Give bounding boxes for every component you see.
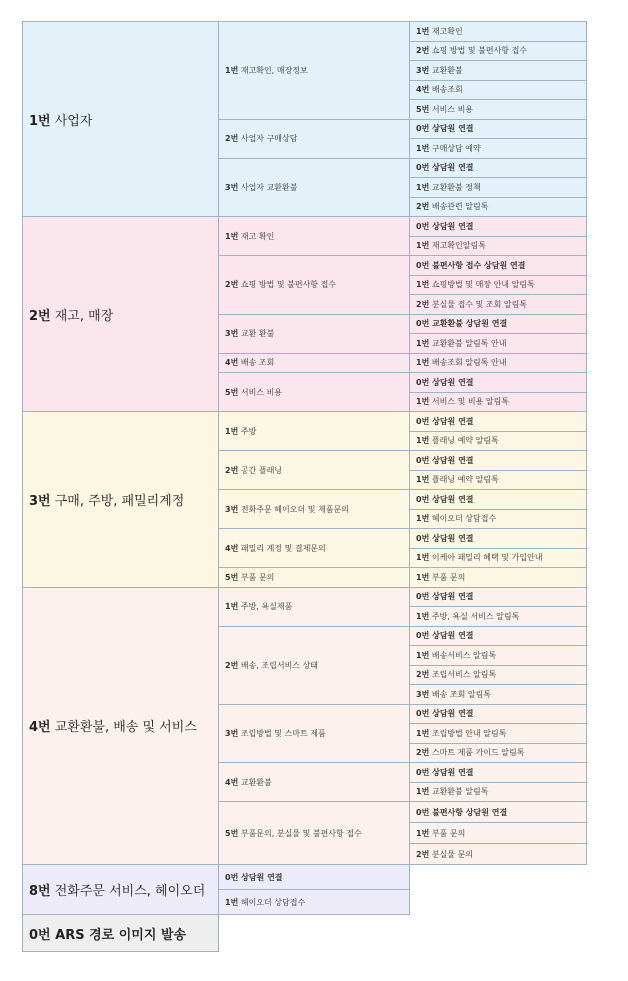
level1-number: 3번 bbox=[29, 493, 51, 509]
level3-number: 1번 bbox=[416, 475, 430, 485]
level3-number: 1번 bbox=[416, 514, 430, 524]
level3-number: 1번 bbox=[416, 553, 430, 563]
ars-level1-item bbox=[23, 22, 219, 217]
level3-number: 1번 bbox=[416, 182, 430, 192]
level3-label: 부품 문의 bbox=[431, 828, 466, 838]
level3-number: 0번 bbox=[416, 592, 430, 602]
level1-label: ARS 경로 이미지 발송 bbox=[55, 927, 187, 943]
level3-number: 1번 bbox=[416, 728, 430, 738]
ars-level2-item bbox=[219, 568, 410, 588]
level2-number: 2번 bbox=[225, 134, 239, 143]
level3-label: 배송 조회 알림톡 bbox=[431, 689, 492, 699]
ars-level3-item bbox=[410, 119, 587, 139]
level3-label: 배송조회 알림톡 안내 bbox=[431, 358, 507, 368]
level3-label: 재고확인알림톡 bbox=[431, 241, 486, 251]
level1-label: 전화주문 서비스, 헤이오더 bbox=[54, 884, 206, 899]
level3-label: 상담원 연결 bbox=[432, 592, 474, 602]
ars-level2-item bbox=[219, 763, 410, 802]
level2-number: 3번 bbox=[225, 504, 239, 514]
ars-level3-item bbox=[410, 295, 587, 315]
level2-label: 공간 플래닝 bbox=[240, 465, 283, 475]
level2-number: 2번 bbox=[225, 465, 239, 475]
level3-label: 주방, 욕실 서비스 알림톡 bbox=[431, 611, 520, 621]
level2-label: 부품문의, 분실물 및 불편사항 접수 bbox=[240, 828, 362, 838]
ars-level3-item bbox=[410, 763, 587, 783]
ars-level3-item bbox=[410, 802, 587, 823]
ars-level2-item bbox=[219, 22, 410, 120]
ars-level3-item bbox=[410, 568, 587, 588]
ars-level3-item bbox=[410, 646, 587, 666]
level3-number: 0번 bbox=[416, 631, 430, 641]
ars-level3-item bbox=[410, 509, 587, 529]
level3-number: 1번 bbox=[416, 828, 430, 838]
menu-row bbox=[23, 865, 587, 890]
level3-label: 분실물 접수 및 조회 알림톡 bbox=[431, 299, 528, 309]
level2-number: 4번 bbox=[225, 358, 239, 368]
level2-number: 3번 bbox=[225, 182, 239, 192]
level1-label: 재고, 매장 bbox=[54, 308, 114, 324]
level3-number: 1번 bbox=[416, 338, 430, 348]
level2-label: 패밀리 계정 및 결제문의 bbox=[240, 543, 326, 553]
level3-number: 0번 bbox=[416, 767, 430, 777]
ars-level3-item bbox=[410, 587, 587, 607]
ars-level3-item bbox=[410, 197, 587, 217]
level2-label: 배송 조회 bbox=[240, 358, 275, 368]
level3-label: 상담원 연결 bbox=[432, 221, 474, 231]
level3-number: 2번 bbox=[416, 299, 430, 309]
ars-level2-item bbox=[219, 704, 410, 763]
ars-level2-item bbox=[219, 529, 410, 568]
level1-number: 4번 bbox=[29, 720, 51, 736]
level2-number: 4번 bbox=[225, 543, 239, 553]
ars-level3-item bbox=[410, 607, 587, 627]
ars-level2-item bbox=[219, 412, 410, 451]
ars-level3-item bbox=[410, 529, 587, 549]
ars-level3-item bbox=[410, 256, 587, 276]
level3-label: 배송서비스 알림톡 bbox=[431, 650, 497, 660]
ars-level3-item bbox=[410, 665, 587, 685]
level3-label: 상담원 연결 bbox=[432, 163, 474, 173]
menu-row bbox=[23, 217, 587, 237]
level2-label: 주방, 욕실제품 bbox=[240, 602, 293, 611]
level3-label: 서비스 및 비용 알림톡 bbox=[431, 397, 510, 407]
level3-number: 0번 bbox=[416, 260, 430, 270]
ars-level3-item bbox=[410, 392, 587, 412]
level3-number: 1번 bbox=[416, 26, 430, 36]
level3-label: 조립방법 안내 알림톡 bbox=[431, 728, 507, 738]
ars-level2-item bbox=[219, 217, 410, 256]
level3-label: 헤이오더 상담접수 bbox=[431, 514, 497, 524]
level3-number: 0번 bbox=[416, 807, 430, 817]
level3-number: 0번 bbox=[416, 416, 430, 426]
ars-menu-table bbox=[22, 21, 587, 952]
ars-level3-item bbox=[410, 548, 587, 568]
level2-number: 1번 bbox=[225, 602, 239, 611]
ars-level1-item bbox=[23, 587, 219, 865]
ars-level3-item bbox=[410, 334, 587, 354]
level1-label: 구매, 주방, 패밀리계정 bbox=[54, 493, 185, 509]
ars-level2-item bbox=[219, 353, 410, 373]
level3-label: 분실물 문의 bbox=[431, 849, 474, 859]
level3-label: 교환환불 정책 bbox=[431, 182, 481, 192]
level3-label: 이케아 패밀리 혜택 및 가입안내 bbox=[431, 553, 543, 563]
level3-number: 2번 bbox=[416, 849, 430, 859]
level3-number: 0번 bbox=[416, 163, 430, 173]
level2-label: 교환 환불 bbox=[240, 329, 275, 338]
level3-label: 플래닝 예약 알림톡 bbox=[431, 475, 499, 485]
ars-level1-item bbox=[23, 915, 219, 952]
menu-row bbox=[23, 587, 587, 607]
level3-label: 불편사항 상담원 연결 bbox=[432, 807, 508, 817]
level3-number: 0번 bbox=[416, 455, 430, 465]
level3-number: 1번 bbox=[416, 358, 430, 368]
level3-label: 상담원 연결 bbox=[432, 767, 474, 777]
ars-level3-item bbox=[410, 41, 587, 61]
level3-label: 상담원 연결 bbox=[432, 416, 474, 426]
level3-label: 교환환불 bbox=[431, 65, 463, 75]
level3-label: 쇼핑방법 및 매장 안내 알림톡 bbox=[431, 280, 535, 290]
ars-level3-item bbox=[410, 353, 587, 373]
level3-number: 1번 bbox=[416, 650, 430, 660]
level2-number: 2번 bbox=[225, 280, 239, 290]
ars-level2-item bbox=[219, 373, 410, 412]
level3-number: 1번 bbox=[416, 143, 430, 153]
level3-label: 상담원 연결 bbox=[432, 377, 474, 387]
level3-label: 상담원 연결 bbox=[432, 455, 474, 465]
level3-label: 재고확인 bbox=[431, 26, 463, 36]
ars-level2-item bbox=[219, 256, 410, 315]
level3-number: 0번 bbox=[416, 533, 430, 543]
level3-label: 상담원 연결 bbox=[432, 494, 474, 504]
ars-level1-item bbox=[23, 865, 219, 915]
level3-number: 1번 bbox=[416, 611, 430, 621]
ars-level3-item bbox=[410, 22, 587, 42]
level3-label: 상담원 연결 bbox=[432, 709, 474, 719]
ars-level3-item bbox=[410, 704, 587, 724]
ars-level3-item bbox=[410, 844, 587, 865]
level3-number: 0번 bbox=[416, 221, 430, 231]
ars-level3-item bbox=[410, 373, 587, 393]
level1-number: 2번 bbox=[29, 308, 51, 324]
ars-level3-item bbox=[410, 743, 587, 763]
level3-number: 1번 bbox=[416, 572, 430, 582]
menu-row bbox=[23, 22, 587, 42]
level3-number: 0번 bbox=[416, 124, 430, 134]
level3-label: 구매상담 예약 bbox=[431, 143, 481, 153]
level3-number: 0번 bbox=[416, 709, 430, 719]
level3-label: 배송조회 bbox=[431, 85, 463, 95]
level3-number: 2번 bbox=[416, 202, 430, 212]
level2-label: 배송, 조립서비스 상태 bbox=[240, 660, 319, 670]
level2-label: 사업자 구매상담 bbox=[240, 134, 298, 143]
ars-level2-item bbox=[219, 890, 410, 915]
ars-level2-item bbox=[219, 490, 410, 529]
ars-level3-item bbox=[410, 178, 587, 198]
level3-number: 1번 bbox=[416, 397, 430, 407]
level2-number: 2번 bbox=[225, 660, 239, 670]
level2-number: 1번 bbox=[225, 897, 239, 907]
level2-number: 1번 bbox=[225, 426, 239, 436]
level3-label: 상담원 연결 bbox=[432, 631, 474, 641]
level2-label: 상담원 연결 bbox=[241, 872, 283, 882]
level3-number: 2번 bbox=[416, 748, 430, 758]
level2-number: 3번 bbox=[225, 728, 239, 738]
ars-level3-item bbox=[410, 217, 587, 237]
ars-level2-item bbox=[219, 158, 410, 217]
level3-number: 1번 bbox=[416, 280, 430, 290]
ars-level2-item bbox=[219, 587, 410, 626]
level2-number: 1번 bbox=[225, 231, 239, 241]
level2-number: 5번 bbox=[225, 828, 239, 838]
level3-number: 1번 bbox=[416, 241, 430, 251]
level2-number: 1번 bbox=[225, 65, 239, 75]
menu-row bbox=[23, 915, 587, 952]
level3-label: 교환환불 알림톡 bbox=[431, 787, 489, 797]
ars-level3-item bbox=[410, 314, 587, 334]
level3-number: 1번 bbox=[416, 787, 430, 797]
ars-level3-item bbox=[410, 451, 587, 471]
level3-label: 플래닝 예약 알림톡 bbox=[431, 436, 499, 446]
level3-number: 0번 bbox=[416, 494, 430, 504]
ars-level3-item bbox=[410, 626, 587, 646]
level2-label: 사업자 교환환불 bbox=[240, 182, 298, 192]
level3-number: 4번 bbox=[416, 85, 430, 95]
level3-label: 조립서비스 알림톡 bbox=[431, 670, 497, 680]
ars-level2-item bbox=[219, 451, 410, 490]
level2-label: 쇼핑 방법 및 불편사항 접수 bbox=[240, 280, 337, 290]
level2-label: 주방 bbox=[240, 426, 257, 436]
level3-label: 상담원 연결 bbox=[432, 533, 474, 543]
level2-number: 3번 bbox=[225, 329, 239, 338]
level3-number: 5번 bbox=[416, 104, 430, 114]
ars-level2-item bbox=[219, 119, 410, 158]
ars-level1-item bbox=[23, 412, 219, 588]
level3-label: 교환환불 알림톡 안내 bbox=[431, 338, 507, 348]
level1-number: 8번 bbox=[29, 884, 51, 899]
level1-number: 0번 bbox=[29, 927, 51, 943]
ars-level2-item bbox=[219, 626, 410, 704]
ars-level3-item bbox=[410, 61, 587, 81]
level2-label: 서비스 비용 bbox=[240, 387, 283, 397]
level3-number: 0번 bbox=[416, 377, 430, 387]
level3-label: 상담원 연결 bbox=[432, 124, 474, 134]
ars-level2-item bbox=[219, 865, 410, 890]
level2-label: 교환환불 bbox=[240, 777, 272, 787]
ars-level3-item bbox=[410, 431, 587, 451]
ars-level3-item bbox=[410, 685, 587, 705]
level3-number: 2번 bbox=[416, 670, 430, 680]
level2-label: 조립방법 및 스마트 제품 bbox=[240, 728, 326, 738]
level3-label: 서비스 비용 bbox=[431, 104, 474, 114]
level3-number: 3번 bbox=[416, 65, 430, 75]
level2-number: 5번 bbox=[225, 387, 239, 397]
ars-level2-item bbox=[219, 802, 410, 865]
level2-label: 재고 확인 bbox=[240, 231, 275, 241]
ars-level3-item bbox=[410, 490, 587, 510]
ars-level3-item bbox=[410, 158, 587, 178]
ars-level3-item bbox=[410, 275, 587, 295]
ars-level3-item bbox=[410, 236, 587, 256]
level3-label: 배송관련 알림톡 bbox=[431, 202, 489, 212]
level3-label: 불편사항 접수 상담원 연결 bbox=[432, 260, 526, 270]
ars-level3-item bbox=[410, 80, 587, 100]
level1-label: 교환환불, 배송 및 서비스 bbox=[54, 720, 197, 736]
level2-label: 헤이오더 상담접수 bbox=[240, 897, 306, 907]
ars-level3-item bbox=[410, 724, 587, 744]
level3-label: 교환환불 상담원 연결 bbox=[432, 319, 508, 329]
ars-level3-item bbox=[410, 139, 587, 159]
level3-number: 1번 bbox=[416, 436, 430, 446]
level3-label: 쇼핑 방법 및 불편사항 접수 bbox=[431, 46, 528, 56]
ars-level2-item bbox=[219, 314, 410, 353]
level3-label: 부품 문의 bbox=[431, 572, 466, 582]
level3-number: 3번 bbox=[416, 689, 430, 699]
level2-number: 0번 bbox=[225, 872, 239, 882]
level1-number: 1번 bbox=[29, 113, 51, 129]
ars-level3-item bbox=[410, 823, 587, 844]
level3-number: 0번 bbox=[416, 319, 430, 329]
level2-label: 전화주문 헤이오더 및 제품문의 bbox=[240, 504, 349, 514]
ars-level3-item bbox=[410, 782, 587, 802]
ars-level3-item bbox=[410, 100, 587, 120]
level2-label: 부품 문의 bbox=[240, 572, 275, 582]
level2-number: 4번 bbox=[225, 777, 239, 787]
level3-number: 2번 bbox=[416, 46, 430, 56]
level2-label: 재고확인, 매장정보 bbox=[240, 65, 308, 75]
level2-number: 5번 bbox=[225, 572, 239, 582]
ars-level1-item bbox=[23, 217, 219, 412]
level1-label: 사업자 bbox=[54, 113, 93, 129]
level3-label: 스마트 제품 가이드 알림톡 bbox=[431, 748, 525, 758]
ars-level3-item bbox=[410, 470, 587, 490]
ars-level3-item bbox=[410, 412, 587, 432]
menu-row bbox=[23, 412, 587, 432]
